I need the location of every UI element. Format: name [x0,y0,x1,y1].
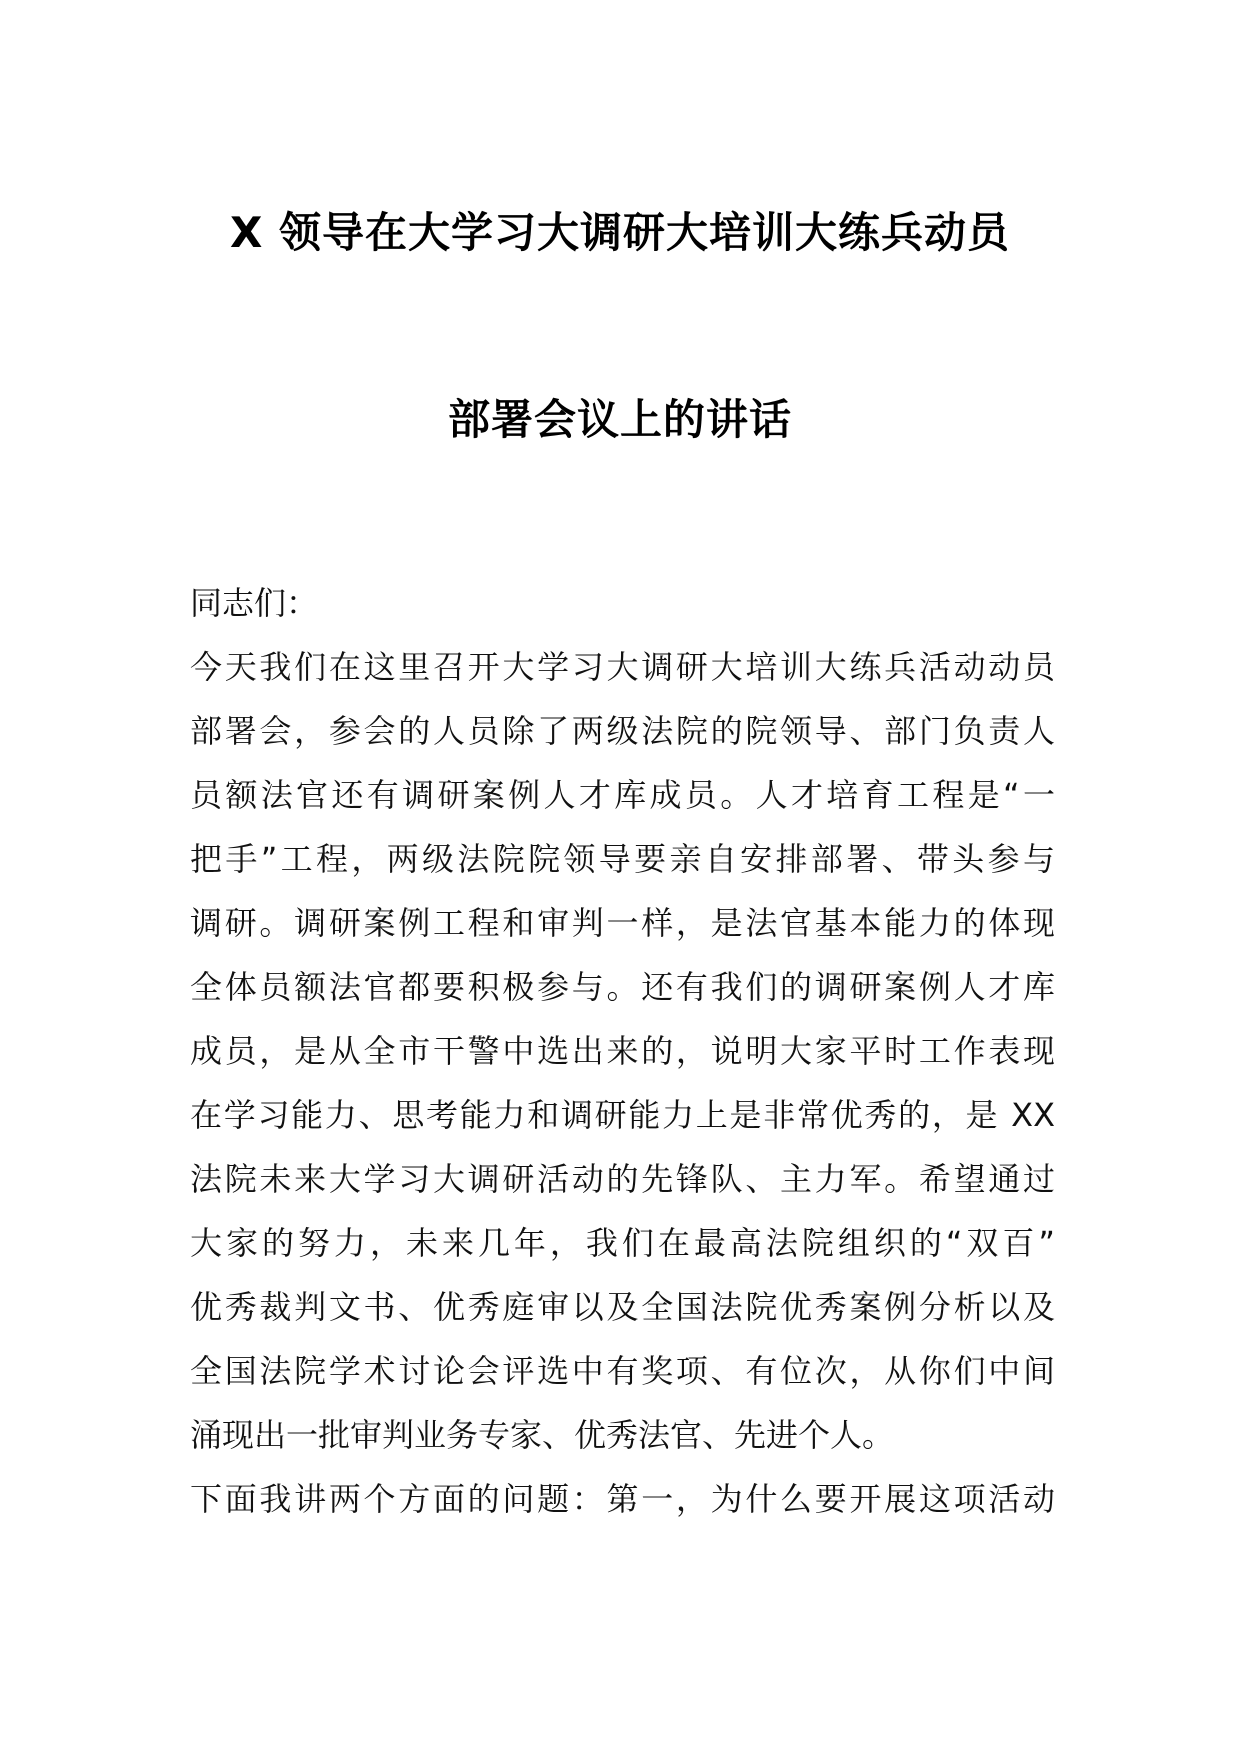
paragraph-1-line: 大家的努力，未来几年，我们在最高法院组织的“双百” [190,1224,1055,1262]
paragraph-1-line: 员额法官还有调研案例人才库成员。人才培育工程是“一 [190,776,1055,814]
paragraph-1-line: 优秀裁判文书、优秀庭审以及全国法院优秀案例分析以及 [190,1288,1055,1326]
paragraph-2-line: 下面我讲两个方面的问题：第一，为什么要开展这项活动 [190,1480,1055,1518]
paragraph-1-line-last: 涌现出一批审判业务专家、优秀法官、先进个人。 [190,1416,895,1454]
paragraph-1-line: 全国法院学术讨论会评选中有奖项、有位次，从你们中间 [190,1352,1055,1390]
paragraph-1-line: 调研。调研案例工程和审判一样，是法官基本能力的体现 [190,904,1055,942]
salutation: 同志们： [190,584,319,622]
paragraph-1-line: 在学习能力、思考能力和调研能力上是非常优秀的，是 XX [190,1096,1055,1134]
document-title-line-1: X 领导在大学习大调研大培训大练兵动员 [229,208,1010,257]
paragraph-1-line: 成员，是从全市干警中选出来的，说明大家平时工作表现 [190,1032,1055,1070]
paragraph-1-line: 把手”工程，两级法院院领导要亲自安排部署、带头参与 [190,840,1055,878]
paragraph-1-line: 部署会，参会的人员除了两级法院的院领导、部门负责人 [190,712,1055,750]
document-title-line-2: 部署会议上的讲话 [447,395,792,444]
paragraph-1-line: 法院未来大学习大调研活动的先锋队、主力军。希望通过 [190,1160,1055,1198]
paragraph-1-line: 今天我们在这里召开大学习大调研大培训大练兵活动动员 [190,648,1055,686]
paragraph-1-line: 全体员额法官都要积极参与。还有我们的调研案例人才库 [190,968,1055,1006]
